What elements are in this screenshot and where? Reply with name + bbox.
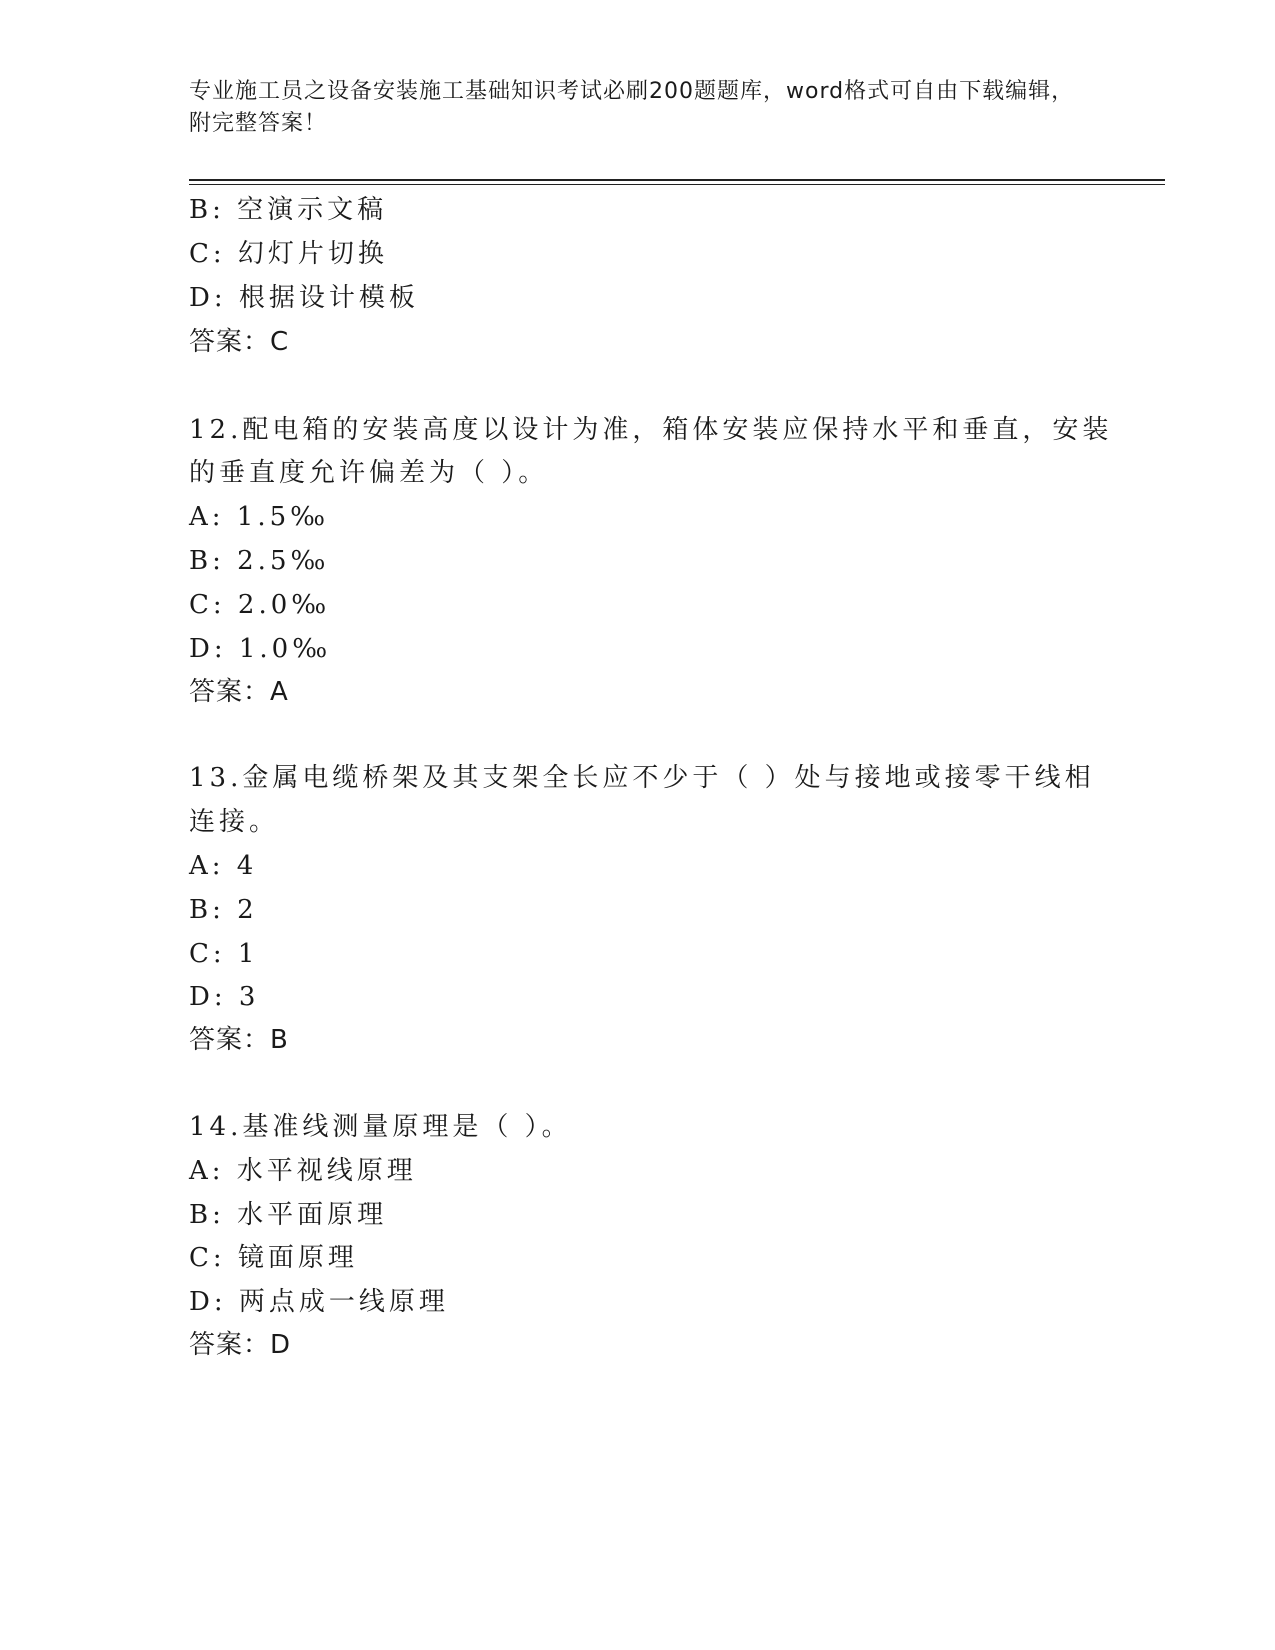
q12-option-d: D: 1.0‰	[189, 634, 332, 664]
prev-question-option-d: D: 根据设计模板	[189, 283, 419, 313]
q12-option-c: C: 2.0‰	[189, 590, 331, 620]
prev-question-option-b: B: 空演示文稿	[189, 195, 388, 225]
q14-answer: 答案：D	[189, 1330, 292, 1360]
q13-answer: 答案：B	[189, 1025, 289, 1055]
q12-option-b: B: 2.5‰	[189, 546, 330, 576]
q12-option-a: A: 1.5‰	[189, 502, 330, 532]
q13-option-d: D: 3	[189, 982, 260, 1012]
header-rule-thick	[189, 179, 1165, 181]
q13-stem-line-2: 连接。	[189, 807, 280, 837]
prev-question-answer: 答案：C	[189, 327, 290, 357]
q13-stem-line-1: 13.金属电缆桥架及其支架全长应不少于（ ）处与接地或接零干线相	[189, 763, 1095, 793]
q14-option-a: A: 水平视线原理	[189, 1156, 417, 1186]
q14-stem-line-1: 14.基准线测量原理是（ ）。	[189, 1112, 572, 1142]
q12-stem-line-1: 12.配电箱的安装高度以设计为准，箱体安装应保持水平和垂直，安装	[189, 415, 1113, 445]
q12-stem-line-2: 的垂直度允许偏差为（ ）。	[189, 458, 549, 488]
q14-option-d: D: 两点成一线原理	[189, 1287, 449, 1317]
header-rule-thin	[189, 184, 1165, 185]
q13-option-a: A: 4	[189, 851, 258, 881]
q13-option-b: B: 2	[189, 895, 258, 925]
q13-option-c: C: 1	[189, 939, 259, 969]
document-header-title: 专业施工员之设备安装施工基础知识考试必刷200题题库，word格式可自由下载编辑，附完整答案！	[189, 79, 1075, 136]
q14-option-c: C: 镜面原理	[189, 1243, 358, 1273]
q12-answer: 答案：A	[189, 677, 289, 707]
q14-option-b: B: 水平面原理	[189, 1200, 388, 1230]
prev-question-option-c: C: 幻灯片切换	[189, 239, 388, 269]
